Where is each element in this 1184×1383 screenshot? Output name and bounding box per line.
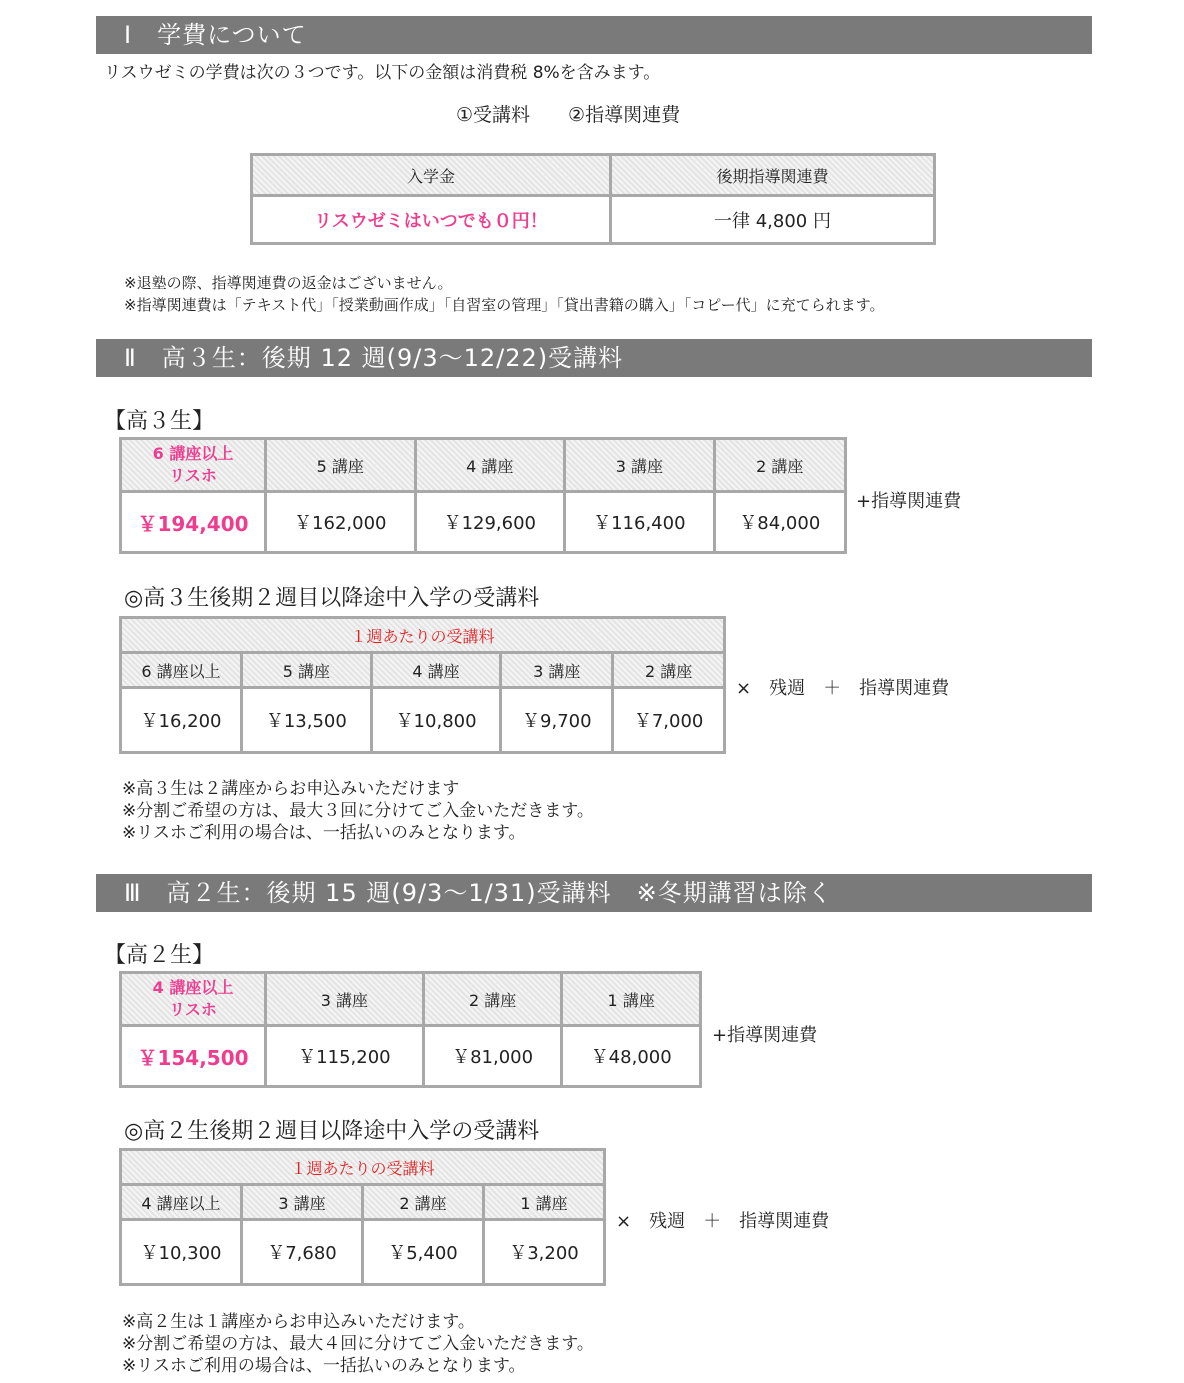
grade3-price-6plus: ￥194,400 — [122, 493, 264, 551]
admission-header: 入学金 — [253, 156, 609, 194]
grade2-header-1: 1 講座 — [563, 974, 699, 1024]
grade2-note-risuho: ※リスホご利用の場合は、一括払いのみとなります。 — [122, 1356, 526, 1376]
grade3-header-3: 3 講座 — [566, 440, 713, 490]
grade2-midterm-title: ◎高２生後期２週目以降途中入学の受講料 — [124, 1119, 540, 1144]
grade2-price-4plus: ￥154,500 — [122, 1027, 264, 1085]
fees-note-refund: ※退塾の際、指導関連費の返金はございません。 — [124, 274, 453, 292]
grade2-header-2: 2 講座 — [425, 974, 561, 1024]
grade2-price-3: ￥115,200 — [267, 1027, 422, 1085]
grade3-weekly-formula: × 残週 ＋ 指導関連費 — [736, 678, 950, 699]
grade2-plus-fee: +指導関連費 — [712, 1025, 818, 1046]
grade3-header-4: 4 講座 — [417, 440, 564, 490]
grade3-weekly-price-3: ￥9,700 — [502, 689, 611, 751]
grade3-weekly-price-2: ￥7,000 — [614, 689, 723, 751]
section-header-fees: Ⅰ 学費について — [96, 16, 1092, 54]
grade3-weekly-price-6plus: ￥16,200 — [122, 689, 240, 751]
grade3-weekly-header-4: 4 講座 — [373, 654, 500, 686]
grade2-note-min: ※高２生は１講座からお申込みいただけます。 — [122, 1312, 475, 1332]
grade2-label: 【高２生】 — [104, 943, 215, 968]
grade2-weekly-price-2: ￥5,400 — [364, 1221, 482, 1283]
guidance-fee-header: 後期指導関連費 — [612, 156, 933, 194]
grade3-price-5: ￥162,000 — [267, 493, 414, 551]
grade2-weekly-caption: １週あたりの受講料 — [122, 1151, 603, 1183]
grade3-price-4: ￥129,600 — [417, 493, 564, 551]
grade3-weekly-caption: １週あたりの受講料 — [122, 619, 723, 651]
grade3-weekly-header-5: 5 講座 — [243, 654, 370, 686]
grade3-weekly-header-6plus: 6 講座以上 — [122, 654, 240, 686]
grade2-weekly-header-3: 3 講座 — [243, 1186, 361, 1218]
grade3-midterm-title: ◎高３生後期２週目以降途中入学の受講料 — [124, 586, 540, 611]
grade2-header-3: 3 講座 — [267, 974, 422, 1024]
grade3-weekly-price-4: ￥10,800 — [373, 689, 500, 751]
section-header-grade3: Ⅱ 高３生：後期 12 週(9/3～12/22)受講料 — [96, 339, 1092, 377]
grade2-note-installment: ※分割ご希望の方は、最大４回に分けてご入金いただきます。 — [122, 1334, 594, 1354]
grade2-weekly-price-1: ￥3,200 — [485, 1221, 603, 1283]
grade3-weekly-table — [119, 616, 726, 754]
grade3-weekly-price-5: ￥13,500 — [243, 689, 370, 751]
grade2-weekly-formula: × 残週 ＋ 指導関連費 — [616, 1211, 830, 1232]
fees-intro: リスウゼミの学費は次の３つです。以下の金額は消費税 8%を含みます。 — [104, 63, 661, 83]
admission-table — [250, 153, 936, 245]
grade2-weekly-price-3: ￥7,680 — [243, 1221, 361, 1283]
grade2-header-4plus: 4 講座以上 リスホ — [122, 974, 264, 1024]
grade2-weekly-header-4plus: 4 講座以上 — [122, 1186, 240, 1218]
grade2-price-table — [119, 971, 702, 1088]
grade2-price-2: ￥81,000 — [425, 1027, 561, 1085]
grade2-weekly-header-1: 1 講座 — [485, 1186, 603, 1218]
grade2-weekly-table — [119, 1148, 606, 1286]
fees-note-usage: ※指導関連費は「テキスト代」「授業動画作成」「自習室の管理」「貸出書籍の購入」「コピー代」に充てられます。 — [124, 296, 885, 314]
grade3-weekly-header-2: 2 講座 — [614, 654, 723, 686]
grade3-note-min: ※高３生は２講座からお申込みいただけます — [122, 779, 460, 799]
grade3-plus-fee: +指導関連費 — [856, 491, 962, 512]
guidance-fee-value: 一律 4,800 円 — [612, 197, 933, 242]
section-header-grade2: Ⅲ 高２生：後期 15 週(9/3～1/31)受講料 ※冬期講習は除く — [96, 874, 1092, 912]
grade3-note-installment: ※分割ご希望の方は、最大３回に分けてご入金いただきます。 — [122, 801, 594, 821]
grade3-price-table — [119, 437, 847, 554]
grade2-weekly-price-4plus: ￥10,300 — [122, 1221, 240, 1283]
admission-value: リスウゼミはいつでも０円！ — [253, 197, 609, 242]
grade3-price-3: ￥116,400 — [566, 493, 713, 551]
grade3-header-6plus: 6 講座以上 リスホ — [122, 440, 264, 490]
grade3-header-5: 5 講座 — [267, 440, 414, 490]
grade2-price-1: ￥48,000 — [563, 1027, 699, 1085]
grade3-label: 【高３生】 — [104, 409, 215, 434]
grade3-weekly-header-3: 3 講座 — [502, 654, 611, 686]
fees-items: ①受講料 ②指導関連費 — [456, 104, 681, 126]
grade3-header-2: 2 講座 — [716, 440, 844, 490]
grade2-weekly-header-2: 2 講座 — [364, 1186, 482, 1218]
grade3-price-2: ￥84,000 — [716, 493, 844, 551]
grade3-note-risuho: ※リスホご利用の場合は、一括払いのみとなります。 — [122, 823, 526, 843]
